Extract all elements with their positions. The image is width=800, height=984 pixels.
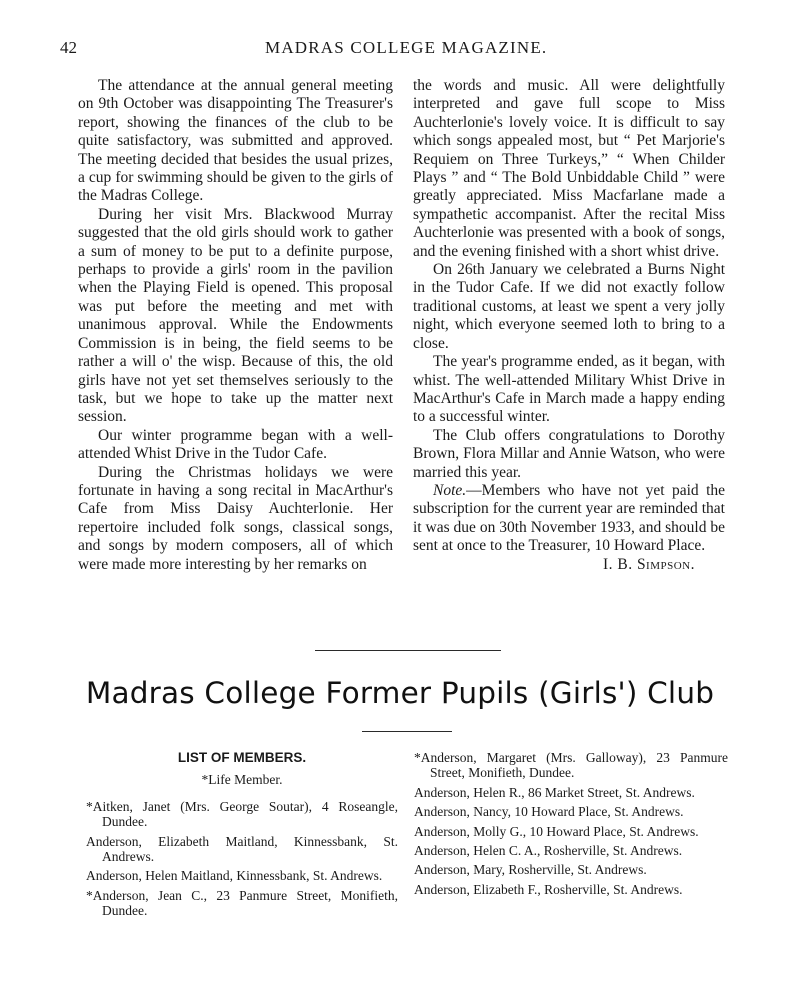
member-entry: *Aitken, Janet (Mrs. George Soutar), 4 Roseangle, Dundee. [86,798,398,830]
list-heading: LIST OF MEMBERS. [177,750,307,765]
member-entry: Anderson, Elizabeth Maitland, Kinnessbank, St. Andrews. [86,833,398,865]
article-paragraph: During the Christmas holidays we were fortunate in having a song recital in MacArthur's Cafe from Miss Daisy Auchterlonie. Her repertoire included folk songs, classical songs, and songs by modern composers, all of which were made more interesting by her remarks on [78,463,393,573]
article-paragraph-continued: the words and music. All were delightfully interpreted and gave full scope to Miss Auchterlonie's lovely voice. It is difficult to say which songs appealed most, but “ Pet Marjorie's Requiem on Three Turkeys,” “ When Childer Plays ” and “ The Bold Unbiddable Child ” were greatly appreciated. Miss Macfarlane made a sympathetic accompanist. After the recital Miss Auchterlonie was presented with a book of songs, and the evening finished with a short whist drive. [413,77,725,260]
note-label: Note. [433,481,467,499]
member-entry: Anderson, Helen Maitland, Kinnessbank, St. Andrews. [86,868,383,884]
page-number: 42 [60,38,77,57]
running-title: MADRAS COLLEGE MAGAZINE. [265,38,548,57]
article-right-column [413,77,725,574]
article-paragraph: The Club offers congratulations to Dorothy Brown, Flora Millar and Annie Watson, who were married this year. [413,426,725,481]
article-paragraph: The attendance at the annual general meeting on 9th October was disappointing The Treasurer's report, showing the finances of the club to be quite satisfactory, was submitted and approved. The meeting decided that besides the usual prizes, a cup for swimming should be given to the girls of the Madras College. [78,77,393,205]
member-entry: *Anderson, Jean C., 23 Panmure Street, Monifieth, Dundee. [86,887,398,919]
article-paragraph: On 26th January we celebrated a Burns Night in the Tudor Cafe. If we did not exactly follow traditional customs, at least we spent a very jolly night, which everyone seemed loth to bring to a close. [413,261,725,352]
article-paragraph: Our winter programme began with a well-attended Whist Drive in the Tudor Cafe. [78,426,393,463]
article-paragraph: The year's programme ended, as it began, with whist. The well-attended Military Whist Drive in MacArthur's Cafe in March made a happy ending to a successful winter. [413,353,725,426]
members-right-column [414,750,728,901]
member-entry: Anderson, Mary, Rosherville, St. Andrews. [414,862,647,878]
member-entry: Anderson, Molly G., 10 Howard Place, St. Andrews. [414,823,699,839]
note-paragraph [413,482,725,556]
signature: I. B. Simpson. [602,555,695,573]
note-text: —Members who have not yet paid the subscription for the current year are reminded that it was due on 30th November 1933, and should be sent at once to the Treasurer, 10 Howard Place. [413,481,725,555]
article-paragraph: During her visit Mrs. Blackwood Murray suggested that the old girls should work to gather a sum of money to be put to a definite purpose, perhaps to provide a girls' room in the pavilion when the Playing Field is opened. This proposal was put before the meeting and met with unanimous approval. While the Endowments Commission is in being, the field seems to be rather a will o' the wisp. Because of this, the old girls have not yet set themselves seriously to the task, but we hope to take up the matter next session. [78,205,393,426]
article-left-column [78,77,393,574]
members-left-column [86,750,398,923]
section-divider-bottom [362,731,452,732]
member-entry: Anderson, Helen C. A., Rosherville, St. Andrews. [414,843,683,859]
member-entry: Anderson, Helen R., 86 Market Street, St. Andrews. [414,784,695,800]
club-title: Madras College Former Pupils (Girls') Club [85,676,715,710]
life-member-note: *Life Member. [201,772,283,788]
member-entry: Anderson, Elizabeth F., Rosherville, St. Andrews. [414,881,683,897]
member-entry: *Anderson, Margaret (Mrs. Galloway), 23 Panmure Street, Monifieth, Dundee. [414,750,728,781]
section-divider-top [315,650,501,651]
member-entry: Anderson, Nancy, 10 Howard Place, St. Andrews. [414,804,684,820]
